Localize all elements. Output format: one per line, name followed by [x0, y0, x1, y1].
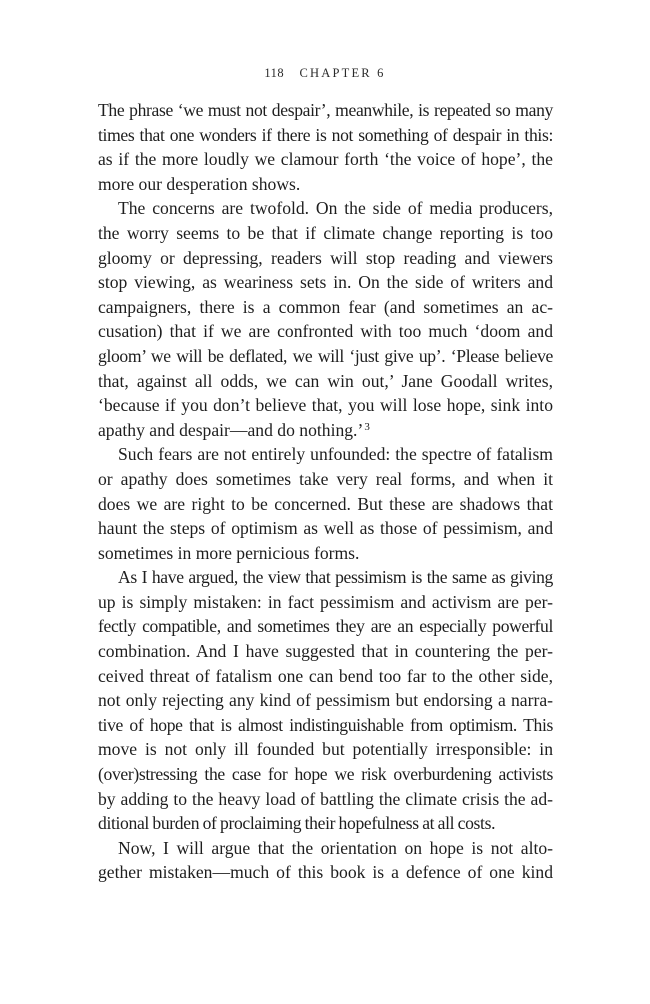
text-line: The phrase ‘we must not despair’, meanwhile, is repeated so many: [98, 100, 553, 120]
text-line: The concerns are twofold. On the side of media producers,: [118, 198, 553, 219]
text-line: does we are right to be concerned. But these are shadows that: [98, 493, 553, 514]
text-line: (over)stressing the case for hope we risk overburdening activists: [98, 764, 553, 785]
text-line: ‘because if you don’t believe that, you will lose hope, sink into: [98, 395, 553, 416]
text-line: gloomy or depressing, readers will stop reading and viewers: [98, 247, 553, 268]
text-line: times that one wonders if there is not something of despair in this:: [98, 124, 553, 145]
text-line: tive of hope that is almost indistinguishable from optimism. This: [98, 714, 553, 735]
text-line: or apathy does sometimes take very real forms, and when it: [98, 468, 553, 489]
paragraph: [98, 98, 553, 196]
text-line: the worry seems to be that if climate change reporting is too: [98, 222, 553, 243]
text-line: that, against all odds, we can win out,’ Jane Goodall writes,: [98, 370, 553, 391]
text-line: not only rejecting any kind of pessimism but endorsing a narra-: [98, 690, 553, 711]
text-line: stop viewing, as weariness sets in. On the side of writers and: [98, 272, 553, 293]
paragraph: [98, 442, 553, 565]
running-head: [0, 66, 650, 81]
chapter-label: CHAPTER 6: [299, 66, 386, 80]
text-line: as if the more loudly we clamour forth ‘the voice of hope’, the: [98, 149, 553, 170]
text-line: gether mistaken—much of this book is a defence of one kind: [98, 862, 553, 883]
text-line: fectly compatible, and sometimes they are an especially powerful: [98, 616, 553, 637]
text-line: move is not only ill founded but potentially irresponsible: in: [98, 739, 553, 760]
text-line: ditional burden of proclaiming their hopefulness at all costs.: [98, 813, 496, 834]
text-line: combination. And I have suggested that in countering the per-: [98, 641, 553, 662]
text-line: haunt the steps of optimism as well as those of pessimism, and: [98, 518, 553, 539]
paragraph: [98, 836, 553, 885]
text-line: As I have argued, the view that pessimism is the same as giving: [118, 567, 553, 588]
text-line: Now, I will argue that the orientation on hope is not alto-: [118, 837, 553, 858]
text-line-content: apathy and despair—and do nothing.’: [98, 419, 364, 440]
body-text: [98, 98, 553, 885]
text-line: more our desperation shows.: [98, 173, 301, 194]
text-line: sometimes in more pernicious forms.: [98, 542, 360, 563]
page-number: 118: [264, 66, 285, 80]
paragraph: [98, 196, 553, 442]
paragraph: [98, 565, 553, 836]
text-line: [98, 418, 553, 443]
text-line: gloom’ we will be deflated, we will ‘just give up’. ‘Please believe: [98, 345, 553, 366]
text-line: ceived threat of fatalism one can bend too far to the other side,: [98, 665, 553, 686]
text-line: cusation) that if we are confronted with too much ‘doom and: [98, 321, 553, 342]
text-line: up is simply mistaken: in fact pessimism and activism are per-: [98, 591, 553, 612]
text-line: by adding to the heavy load of battling the climate crisis the ad-: [98, 788, 553, 809]
footnote-reference: 3: [364, 420, 370, 433]
text-line: Such fears are not entirely unfounded: the spectre of fatalism: [118, 444, 553, 465]
text-line: campaigners, there is a common fear (and sometimes an ac-: [98, 296, 553, 317]
